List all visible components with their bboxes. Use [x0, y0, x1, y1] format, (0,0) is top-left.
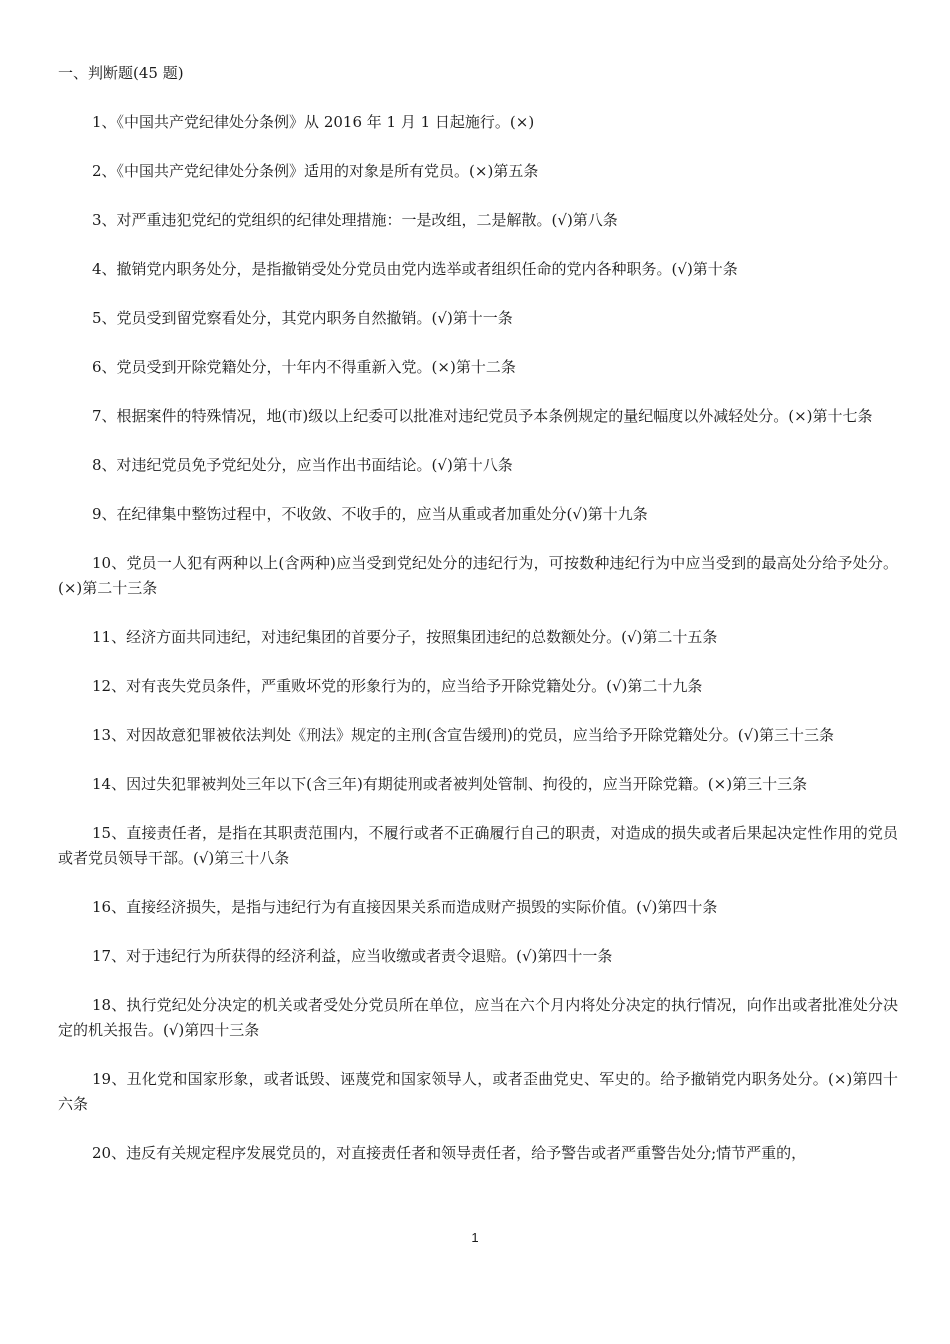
question-item-8: 8、对违纪党员免予党纪处分，应当作出书面结论。(√)第十八条	[92, 456, 513, 474]
question-item-13: 13、对因故意犯罪被依法判处《刑法》规定的主刑(含宣告缓刑)的党员，应当给予开除党籍处分。(√)第三十三条	[92, 726, 835, 744]
question-item-15: 15、直接责任者，是指在其职责范围内，不履行或者不正确履行自己的职责，对造成的损失或者后果起决定性作用的党员或者党员领导干部。(√)第三十八条	[58, 824, 898, 867]
question-item-17: 17、对于违纪行为所获得的经济利益，应当收缴或者责令退赔。(√)第四十一条	[92, 947, 613, 965]
question-item-6: 6、党员受到开除党籍处分，十年内不得重新入党。(×)第十二条	[92, 358, 516, 376]
question-item-3: 3、对严重违犯党纪的党组织的纪律处理措施：一是改组，二是解散。(√)第八条	[92, 211, 618, 229]
question-item-1: 1、《中国共产党纪律处分条例》从 2016 年 1 月 1 日起施行。(×)	[92, 113, 535, 131]
question-item-12: 12、对有丧失党员条件，严重败坏党的形象行为的，应当给予开除党籍处分。(√)第二十九条	[92, 677, 703, 695]
question-item-9: 9、在纪律集中整饬过程中，不收敛、不收手的，应当从重或者加重处分(√)第十九条	[92, 505, 648, 523]
question-item-19: 19、丑化党和国家形象，或者诋毁、诬蔑党和国家领导人，或者歪曲党史、军史的。给予撤销党内职务处分。(×)第四十六条	[58, 1070, 898, 1113]
document-body	[58, 60, 898, 1190]
question-item-20: 20、违反有关规定程序发展党员的，对直接责任者和领导责任者，给予警告或者严重警告处分;情节严重的，	[92, 1144, 807, 1162]
question-item-11: 11、经济方面共同违纪，对违纪集团的首要分子，按照集团违纪的总数额处分。(√)第二十五条	[92, 628, 718, 646]
question-item-16: 16、直接经济损失，是指与违纪行为有直接因果关系而造成财产损毁的实际价值。(√)第四十条	[92, 898, 718, 916]
section-title: 一、判断题(45 题)	[58, 64, 184, 82]
question-item-4: 4、撤销党内职务处分，是指撤销受处分党员由党内选举或者组织任命的党内各种职务。(√)第十条	[92, 260, 738, 278]
question-item-18: 18、执行党纪处分决定的机关或者受处分党员所在单位，应当在六个月内将处分决定的执行情况，向作出或者批准处分决定的机关报告。(√)第四十三条	[58, 996, 898, 1039]
question-item-2: 2、《中国共产党纪律处分条例》适用的对象是所有党员。(×)第五条	[92, 162, 539, 180]
page-number: 1	[471, 1230, 479, 1245]
question-item-5: 5、党员受到留党察看处分，其党内职务自然撤销。(√)第十一条	[92, 309, 513, 327]
question-item-10: 10、党员一人犯有两种以上(含两种)应当受到党纪处分的违纪行为，可按数种违纪行为中应当受到的最高处分给予处分。(×)第二十三条	[58, 554, 898, 597]
question-item-7: 7、根据案件的特殊情况，地(市)级以上纪委可以批准对违纪党员予本条例规定的量纪幅度以外减轻处分。(×)第十七条	[92, 407, 873, 425]
question-item-14: 14、因过失犯罪被判处三年以下(含三年)有期徒刑或者被判处管制、拘役的，应当开除党籍。(×)第三十三条	[92, 775, 808, 793]
